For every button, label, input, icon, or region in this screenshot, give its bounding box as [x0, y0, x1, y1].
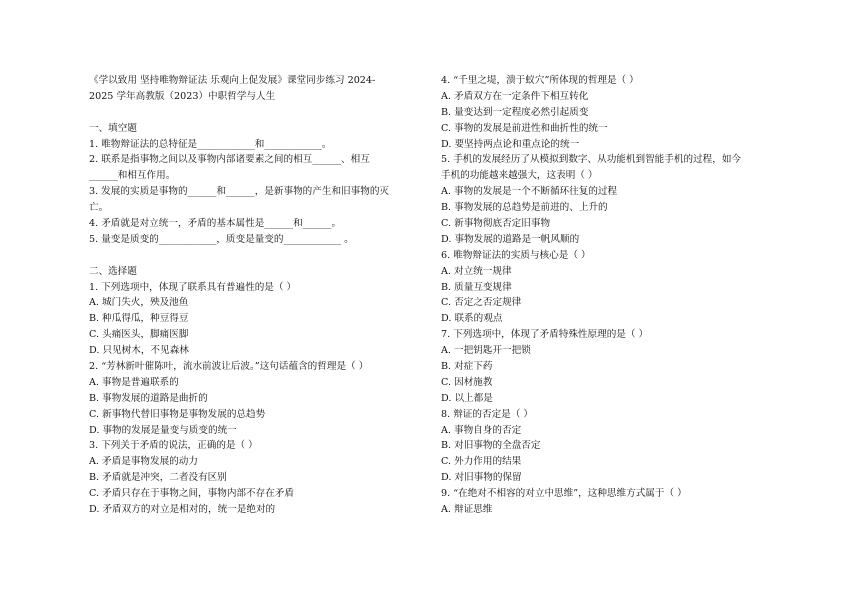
choice-option: B. 事物发展的道路是曲折的: [89, 392, 208, 404]
choice-option: C. 否定之否定规律: [441, 297, 522, 309]
choice-option: A. 矛盾双方在一定条件下相互转化: [441, 90, 589, 102]
choice-option: D. 事物发展的道路是一帆风顺的: [441, 233, 580, 245]
worksheet-title-line-2: 2025 学年高教版（2023）中职哲学与人生: [89, 90, 276, 102]
fill-question-3-cont: 亡。: [89, 202, 109, 214]
choice-question-2: 2. “芳林新叶催陈叶，流水前波让后波。”这句话蕴含的哲理是（ ）: [89, 361, 369, 373]
choice-option: C. 新事物彻底否定旧事物: [441, 218, 551, 230]
choice-option: D. 联系的观点: [441, 313, 503, 325]
choice-question-4: 4. “千里之堤，溃于蚁穴”所体现的哲理是（ ）: [441, 75, 639, 86]
spacer: [89, 105, 429, 121]
choice-question-1: 1. 下列选项中，体现了联系具有普遍性的是（ ）: [89, 281, 297, 293]
choice-question-6: 6. 唯物辩证法的实质与核心是（ ）: [441, 249, 591, 261]
choice-option: A. 一把钥匙开一把锁: [441, 345, 531, 357]
choice-option: A. 事物是普遍联系的: [89, 376, 179, 388]
choice-option: A. 矛盾是事物发展的动力: [89, 456, 198, 468]
choice-option: C. 新事物代替旧事物是事物发展的总趋势: [89, 408, 266, 420]
choice-option: C. 外力作用的结果: [441, 456, 522, 468]
choice-option: A. 事物自身的否定: [441, 424, 522, 436]
choice-option: D. 只见树木，不见森林: [89, 345, 189, 357]
section-heading-fill-in: 一、填空题: [89, 122, 137, 134]
choice-option: D. 矛盾双方的对立是相对的，统一是绝对的: [89, 504, 276, 516]
choice-option: C. 矛盾只存在于事物之间，事物内部不存在矛盾: [89, 488, 294, 500]
worksheet-title-line-1: 《学以致用 坚持唯物辩证法 乐观向上促发展》课堂同步练习 2024-: [89, 75, 376, 86]
fill-question-3: 3. 发展的实质是事物的______和______，是新事物的产生和旧事物的灭: [89, 186, 390, 198]
choice-option: A. 事物的发展是一个不断循环往复的过程: [441, 186, 618, 198]
choice-question-7: 7. 下列选项中，体现了矛盾特殊性原理的是（ ）: [441, 329, 649, 341]
choice-option: D. 对旧事物的保留: [441, 472, 522, 484]
choice-option: B. 事物发展的总趋势是前进的、上升的: [441, 202, 608, 214]
choice-question-9: 9. “在绝对不相容的对立中思维”，这种思维方式属于（ ）: [441, 488, 687, 500]
choice-option: C. 头痛医头，脚痛医脚: [89, 329, 189, 341]
choice-question-5-cont: 手机的功能越来越强大，这表明（ ）: [441, 170, 598, 182]
choice-option: C. 因材施教: [441, 376, 493, 388]
choice-option: D. 以上都是: [441, 392, 493, 404]
choice-option: A. 城门失火，殃及池鱼: [89, 297, 189, 309]
spacer: [89, 248, 429, 264]
fill-question-1: 1. 唯物辩证法的总特征是____________和____________。: [89, 138, 332, 150]
choice-option: D. 事物的发展是量变与质变的统一: [89, 424, 237, 436]
choice-option: B. 对旧事物的全盘否定: [441, 440, 541, 452]
choice-option: B. 对症下药: [441, 361, 493, 373]
fill-question-2: 2. 联系是指事物之间以及事物内部诸要素之间的相互______、相互: [89, 154, 370, 166]
choice-question-3: 3. 下列关于矛盾的说法，正确的是（ ）: [89, 440, 258, 452]
choice-option: D. 要坚持两点论和重点论的统一: [441, 138, 580, 150]
choice-option: A. 辩证思维: [441, 504, 493, 516]
fill-question-4: 4. 矛盾就是对立统一，矛盾的基本属性是______和______。: [89, 218, 342, 230]
choice-option: B. 质量互变规律: [441, 281, 512, 293]
section-heading-choice: 二、选择题: [89, 265, 137, 277]
fill-question-5: 5. 量变是质变的____________，质变是量变的____________ 。: [89, 233, 354, 245]
left-column: [89, 73, 429, 518]
right-column: [441, 73, 781, 518]
choice-option: A. 对立统一规律: [441, 265, 512, 277]
choice-option: B. 矛盾就是冲突，二者没有区别: [89, 472, 227, 484]
choice-question-8: 8. 辩证的否定是（ ）: [441, 408, 534, 420]
fill-question-2-cont: ______和相互作用。: [89, 170, 176, 182]
choice-question-5: 5. 手机的发展经历了从模拟到数字、从功能机到智能手机的过程，如今: [441, 154, 742, 166]
choice-option: C. 事物的发展是前进性和曲折性的统一: [441, 122, 608, 134]
choice-option: B. 种瓜得瓜，种豆得豆: [89, 313, 189, 325]
choice-option: B. 量变达到一定程度必然引起质变: [441, 106, 589, 118]
